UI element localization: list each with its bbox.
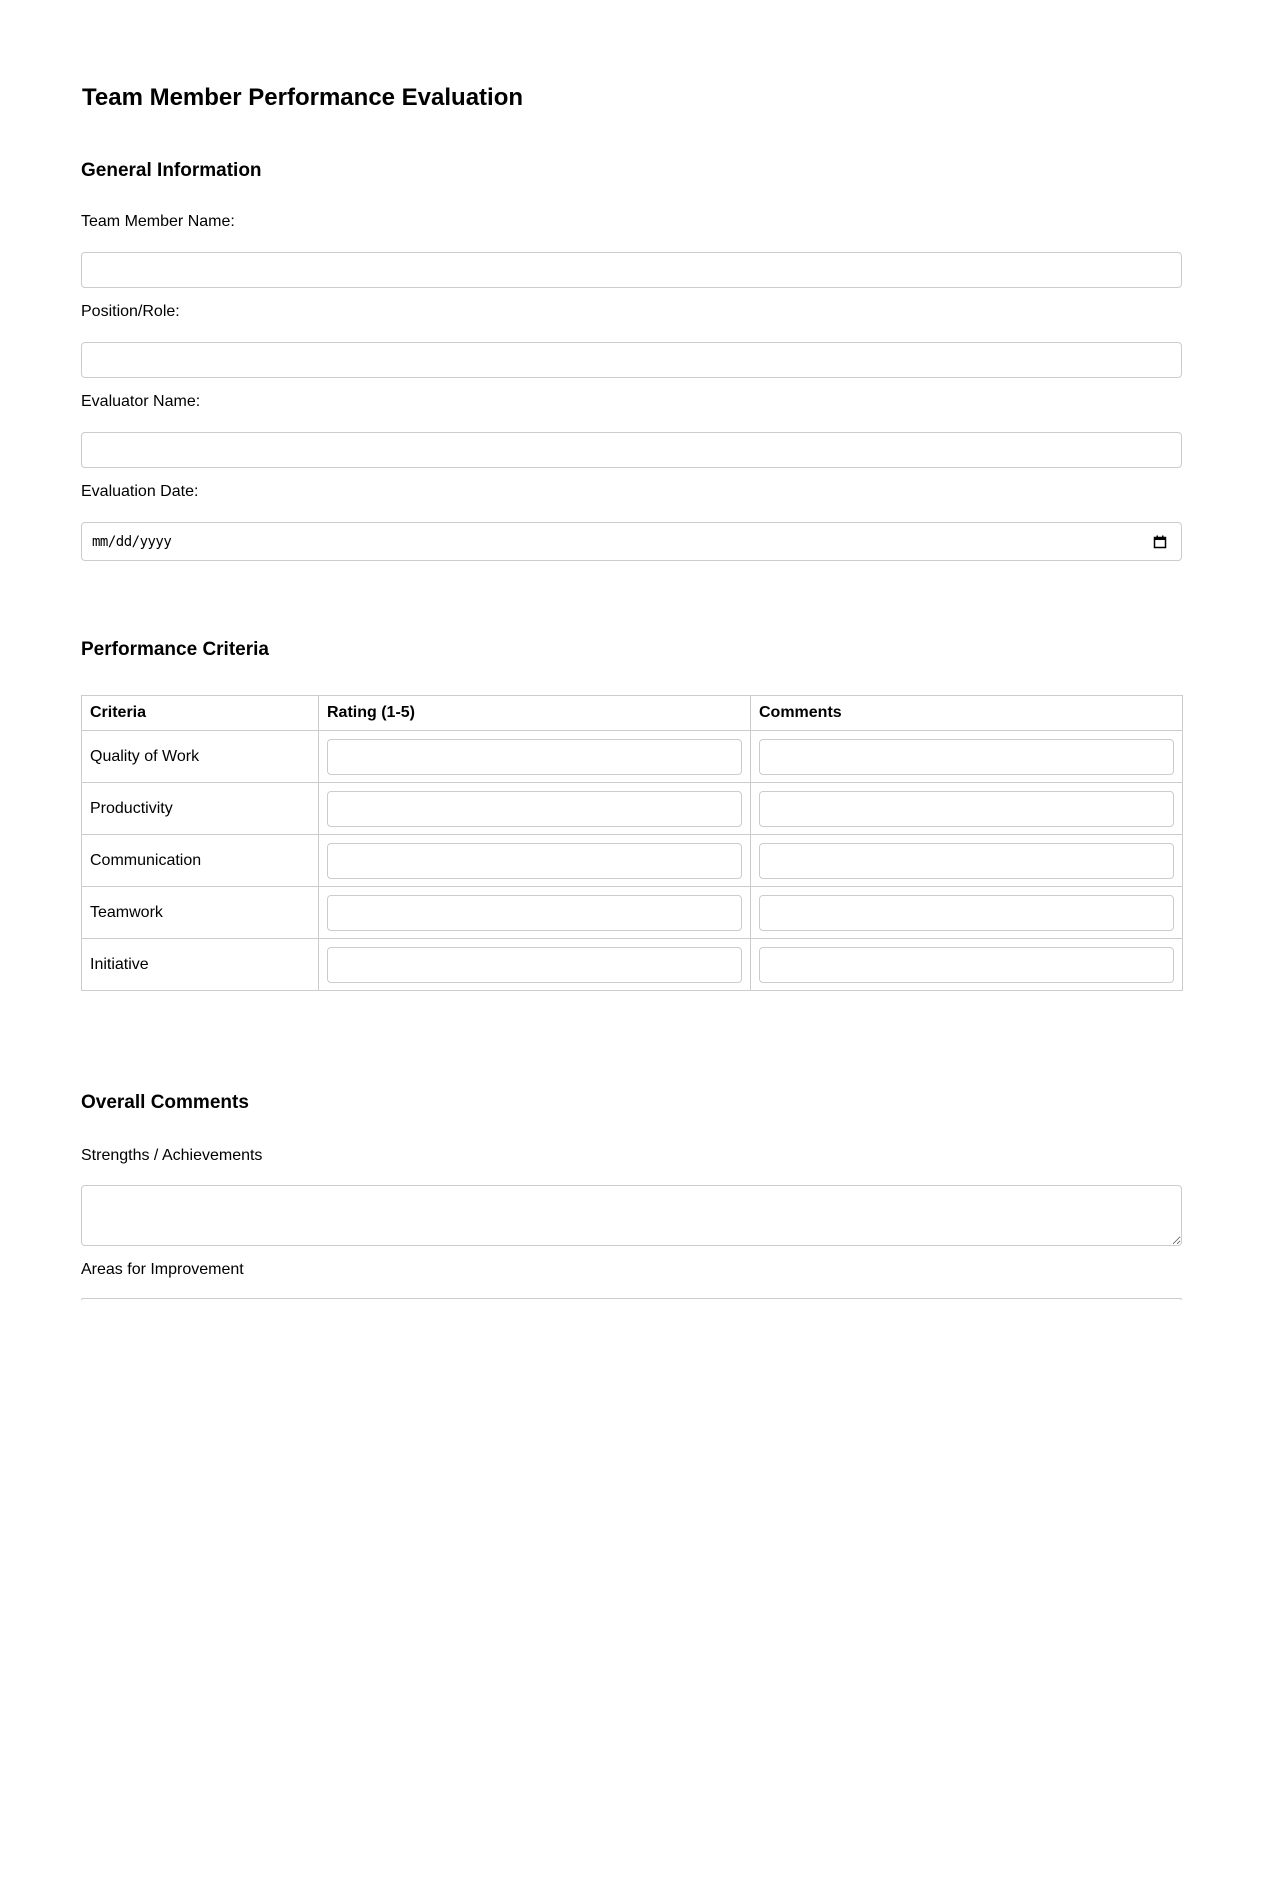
evaluator-name-input[interactable]: [81, 432, 1182, 468]
table-row: [82, 731, 1183, 783]
improvement-label: Areas for Improvement: [81, 1261, 244, 1278]
evaluator-name-label: Evaluator Name:: [81, 393, 201, 410]
page-title: Team Member Performance Evaluation: [82, 84, 524, 111]
column-header-comments: Comments: [751, 696, 1183, 731]
rating-cell: [319, 939, 751, 991]
comments-input-quality-of-work[interactable]: [759, 739, 1174, 775]
performance-criteria-table: [81, 695, 1183, 991]
criteria-cell: Teamwork: [82, 887, 319, 939]
calendar-icon[interactable]: [1153, 535, 1167, 549]
criteria-cell: Quality of Work: [82, 731, 319, 783]
column-header-criteria: Criteria: [82, 696, 319, 731]
general-info-heading: General Information: [81, 160, 262, 181]
criteria-cell: Initiative: [82, 939, 319, 991]
evaluation-date-label: Evaluation Date:: [81, 483, 199, 500]
team-member-name-input[interactable]: [81, 252, 1182, 288]
date-placeholder: mm/dd/yyyy: [92, 534, 172, 550]
position-role-input[interactable]: [81, 342, 1182, 378]
comments-cell: [751, 835, 1183, 887]
rating-cell: [319, 731, 751, 783]
column-header-rating: Rating (1-5): [319, 696, 751, 731]
rating-cell: [319, 835, 751, 887]
comments-input-productivity[interactable]: [759, 791, 1174, 827]
rating-input-productivity[interactable]: [327, 791, 742, 827]
position-role-label: Position/Role:: [81, 303, 180, 320]
rating-cell: [319, 887, 751, 939]
table-header-row: [82, 696, 1183, 731]
team-member-name-label: Team Member Name:: [81, 213, 235, 230]
table-row: [82, 887, 1183, 939]
rating-input-initiative[interactable]: [327, 947, 742, 983]
table-row: [82, 783, 1183, 835]
rating-input-communication[interactable]: [327, 843, 742, 879]
table-row: [82, 939, 1183, 991]
comments-cell: [751, 887, 1183, 939]
evaluation-date-input[interactable]: [81, 522, 1182, 561]
strengths-textarea[interactable]: [81, 1185, 1182, 1246]
performance-criteria-heading: Performance Criteria: [81, 639, 269, 660]
rating-input-teamwork[interactable]: [327, 895, 742, 931]
rating-input-quality-of-work[interactable]: [327, 739, 742, 775]
comments-cell: [751, 939, 1183, 991]
comments-input-communication[interactable]: [759, 843, 1174, 879]
comments-cell: [751, 731, 1183, 783]
rating-cell: [319, 783, 751, 835]
strengths-label: Strengths / Achievements: [81, 1147, 263, 1164]
comments-input-teamwork[interactable]: [759, 895, 1174, 931]
table-row: [82, 835, 1183, 887]
improvement-textarea[interactable]: [81, 1298, 1182, 1300]
criteria-cell: Communication: [82, 835, 319, 887]
overall-comments-heading: Overall Comments: [81, 1092, 249, 1113]
criteria-cell: Productivity: [82, 783, 319, 835]
comments-input-initiative[interactable]: [759, 947, 1174, 983]
comments-cell: [751, 783, 1183, 835]
